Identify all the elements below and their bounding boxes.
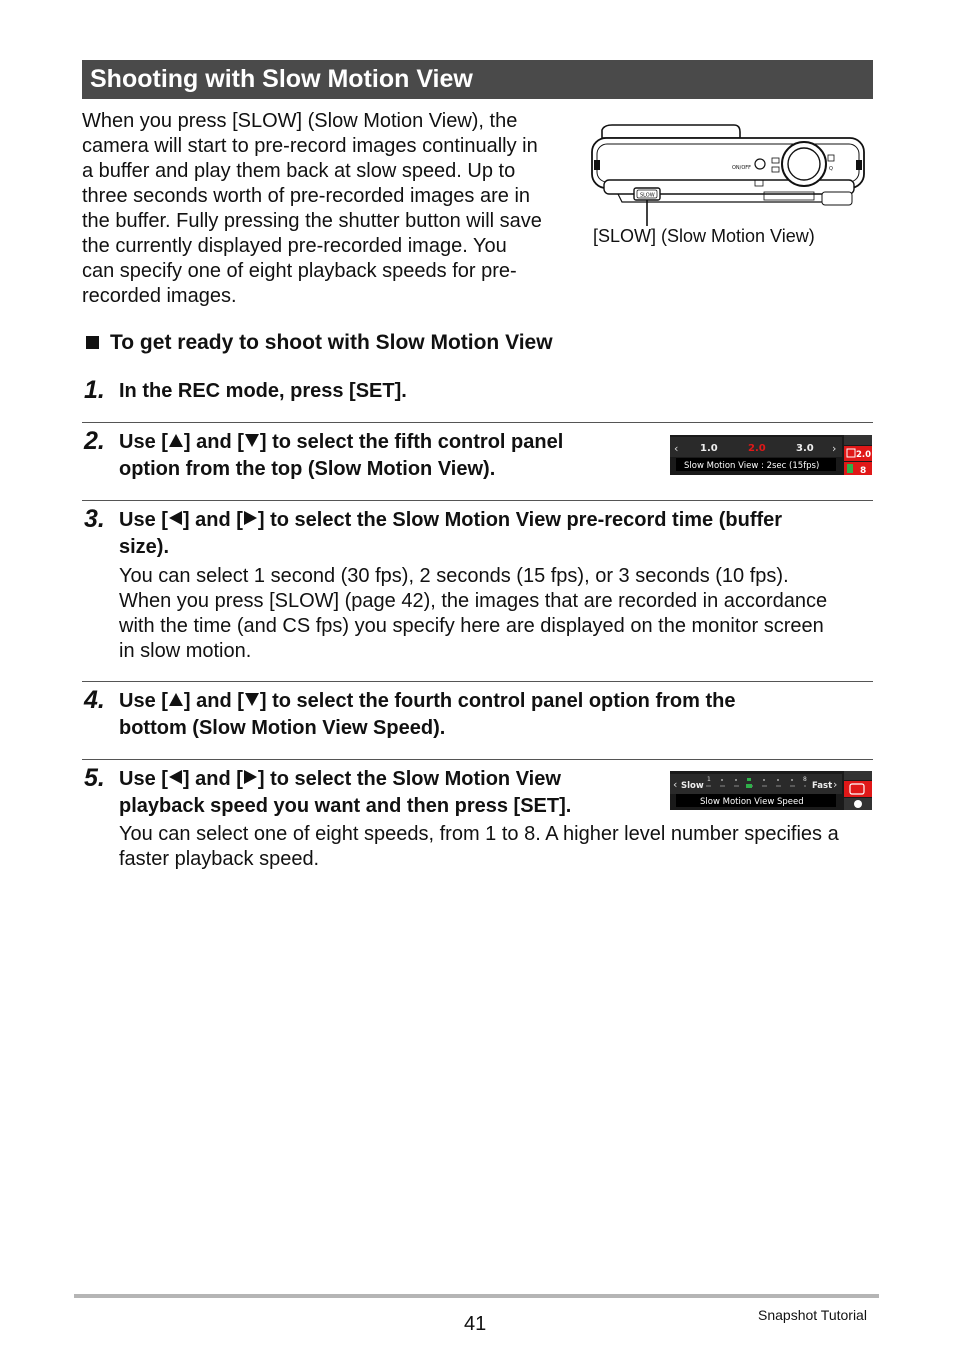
step-number: 4.	[84, 686, 105, 714]
chevron-right-icon: ›	[833, 778, 838, 791]
page-number: 41	[464, 1313, 487, 1335]
intro-line: recorded images.	[82, 285, 237, 307]
footer-rule	[74, 1294, 879, 1298]
intro-line: the buffer. Fully pressing the shutter button will save	[82, 210, 542, 232]
step-instruction	[119, 429, 563, 483]
intro-line: the currently displayed pre-recorded image. You	[82, 235, 507, 257]
intro-line: a buffer and play them back at slow speed. Up to	[82, 160, 516, 182]
chevron-left-icon: ‹	[674, 442, 679, 455]
subheading	[86, 331, 553, 355]
chevron-right-icon: ›	[832, 442, 837, 455]
chevron-left-icon: ‹	[673, 778, 678, 791]
up-arrow-icon	[169, 434, 183, 447]
step-number: 2.	[84, 427, 105, 455]
down-arrow-icon	[245, 693, 259, 706]
step-line	[119, 429, 563, 456]
footer-section-label: Snapshot Tutorial	[758, 1307, 867, 1323]
text-fragment: Use [	[119, 509, 168, 531]
step-body	[119, 564, 827, 664]
lcd-tick: 1	[707, 776, 711, 783]
intro-paragraph	[82, 109, 572, 309]
step-line: playback speed you want and then press [SET].	[119, 795, 572, 817]
step-number: 1.	[84, 376, 105, 404]
camera-top-illustration	[588, 122, 868, 228]
step-divider	[82, 422, 873, 423]
text-fragment: Use [	[119, 690, 168, 712]
body-line: You can select 1 second (30 fps), 2 seconds (15 fps), or 3 seconds (10 fps).	[119, 565, 789, 587]
step-line	[119, 766, 571, 793]
text-fragment: ] and [	[182, 768, 243, 790]
text-fragment: ] to select the fifth control panel	[259, 431, 564, 453]
subheading-text: To get ready to shoot with Slow Motion View	[110, 331, 553, 354]
lcd-fast-label: Fast	[812, 781, 833, 791]
intro-line: can specify one of eight playback speeds for pre-	[82, 260, 517, 282]
intro-line: camera will start to pre-record images continually in	[82, 135, 538, 157]
step-line: size).	[119, 536, 170, 558]
up-arrow-icon	[169, 693, 183, 706]
text-fragment: Use [	[119, 431, 168, 453]
body-line: with the time (and CS fps) you specify here are displayed on the monitor screen	[119, 615, 824, 637]
step-number: 3.	[84, 505, 105, 533]
lcd-screenshot-pre-record	[670, 435, 872, 475]
lcd-value: 3.0	[796, 443, 814, 454]
step-instruction	[119, 688, 735, 742]
step-instruction	[119, 766, 571, 820]
text-fragment: Use [	[119, 768, 168, 790]
lcd-screenshot-speed	[670, 771, 872, 810]
step-instruction	[119, 378, 407, 405]
step-divider	[82, 500, 873, 501]
camera-caption: [SLOW] (Slow Motion View)	[593, 226, 815, 246]
text-fragment: ] and [	[183, 431, 244, 453]
lcd-badge: 8	[860, 466, 867, 475]
svg-text:Q: Q	[829, 166, 833, 172]
step-line: In the REC mode, press [SET].	[119, 380, 407, 402]
body-line: faster playback speed.	[119, 848, 320, 870]
body-line: You can select one of eight speeds, from 1 to 8. A higher level number specifies a	[119, 823, 839, 845]
left-arrow-icon	[169, 511, 182, 525]
body-line: in slow motion.	[119, 640, 252, 662]
lcd-tick: 8	[803, 776, 807, 783]
intro-line: When you press [SLOW] (Slow Motion View), the	[82, 110, 518, 132]
square-bullet-icon	[86, 336, 99, 349]
text-fragment: ] to select the Slow Motion View pre-record time (buffer	[257, 509, 783, 531]
body-line: When you press [SLOW] (page 42), the images that are recorded in accordance	[119, 590, 828, 612]
step-body	[119, 822, 839, 872]
lcd-badge: 2.0	[856, 450, 872, 460]
step-line: bottom (Slow Motion View Speed).	[119, 717, 446, 739]
lcd-caption: Slow Motion View : 2sec (15fps)	[684, 461, 820, 471]
step-divider	[82, 759, 873, 760]
step-divider	[82, 681, 873, 682]
text-fragment: ] and [	[183, 690, 244, 712]
step-line: option from the top (Slow Motion View).	[119, 458, 496, 480]
down-arrow-icon	[245, 434, 259, 447]
onoff-label: ON/OFF	[732, 165, 752, 171]
intro-line: three seconds worth of pre-recorded images are in	[82, 185, 531, 207]
step-line	[119, 688, 735, 715]
step-instruction	[119, 507, 782, 561]
right-arrow-icon	[244, 770, 257, 784]
text-fragment: ] and [	[182, 509, 243, 531]
slow-button-label: SLOW	[640, 192, 655, 199]
section-title: Shooting with Slow Motion View	[90, 65, 473, 93]
lcd-slow-label: Slow	[681, 781, 704, 791]
text-fragment: ] to select the Slow Motion View	[257, 768, 561, 790]
lcd-value: 1.0	[700, 443, 718, 454]
step-line	[119, 507, 782, 534]
text-fragment: ] to select the fourth control panel option from the	[259, 690, 736, 712]
lcd-value-selected: 2.0	[748, 443, 766, 454]
left-arrow-icon	[169, 770, 182, 784]
right-arrow-icon	[244, 511, 257, 525]
lcd-caption: Slow Motion View Speed	[700, 797, 804, 807]
step-number: 5.	[84, 764, 105, 792]
